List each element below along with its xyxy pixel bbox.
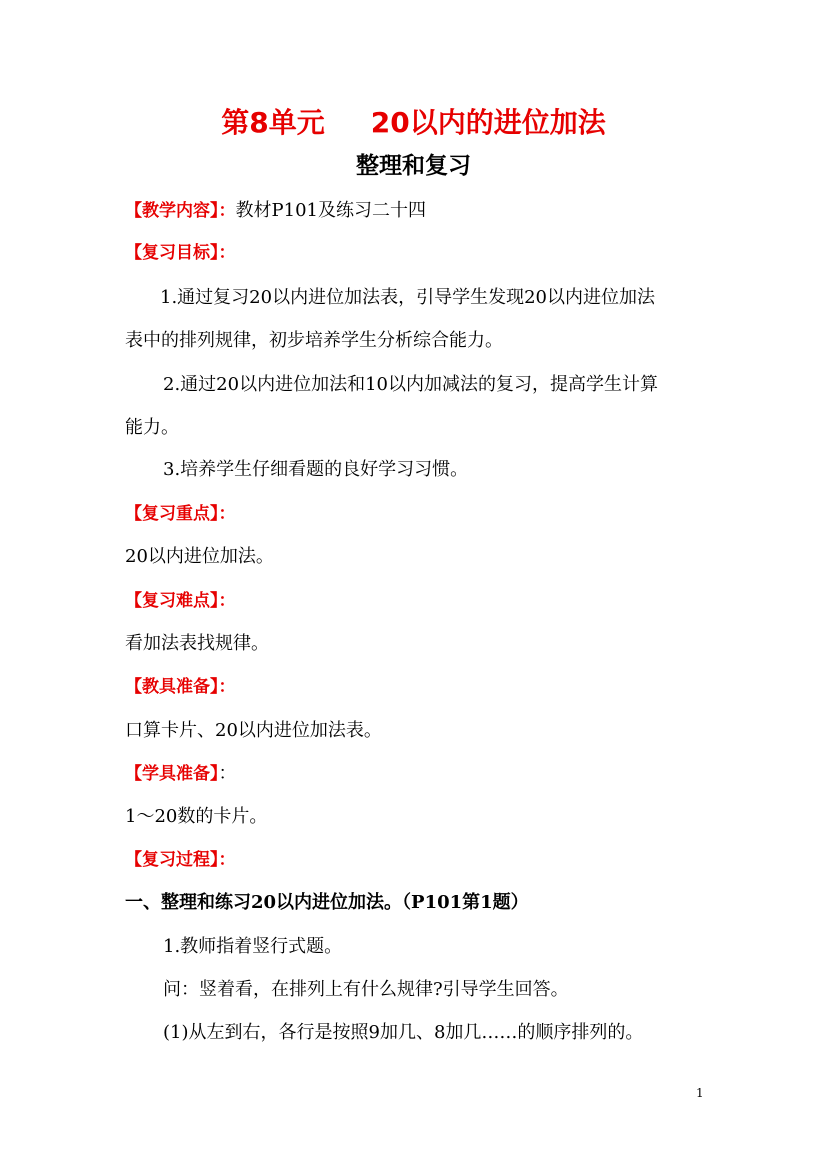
process-label: 【复习过程】： bbox=[125, 850, 236, 870]
key-text: 20以内进位加法。 bbox=[125, 546, 274, 567]
hard-label: 【复习难点】： bbox=[125, 591, 236, 611]
student-text: 1～20数的卡片。 bbox=[125, 806, 268, 827]
answer1-text: (1)从左到右，各行是按照9加几、8加几……的顺序排列的。 bbox=[163, 1022, 644, 1043]
page-number: 1 bbox=[696, 1086, 704, 1100]
title-topic: 20以内的进位加法 bbox=[370, 106, 606, 139]
page-title bbox=[0, 103, 827, 143]
goal1-line2: 表中的排列规律，初步培养学生分析综合能力。 bbox=[125, 330, 503, 351]
question-text: 问：竖着看，在排列上有什么规律?引导学生回答。 bbox=[163, 979, 569, 1000]
goal2-line2: 能力。 bbox=[125, 417, 179, 438]
section1-heading: 一、整理和练习20以内进位加法。（P101第1题） bbox=[125, 892, 529, 913]
content-row bbox=[125, 199, 426, 223]
goal3-line: 3.培养学生仔细看题的良好学习习惯。 bbox=[163, 459, 469, 480]
goal-label: 【复习目标】： bbox=[125, 243, 236, 263]
content-label: 【教学内容】： bbox=[125, 201, 236, 221]
tool-label: 【教具准备】： bbox=[125, 677, 236, 697]
content-text: 教材P101及练习二十四 bbox=[235, 200, 426, 221]
student-colon: ： bbox=[218, 763, 237, 784]
key-label: 【复习重点】： bbox=[125, 504, 236, 524]
hard-text: 看加法表找规律。 bbox=[125, 633, 269, 654]
goal1-line1: 1.通过复习20以内进位加法表，引导学生发现20以内进位加法 bbox=[160, 287, 655, 308]
student-label: 【学具准备】 bbox=[125, 764, 219, 784]
step1-text: 1.教师指着竖行式题。 bbox=[163, 936, 343, 957]
goal2-line1: 2.通过20以内进位加法和10以内加减法的复习，提高学生计算 bbox=[163, 374, 658, 395]
page-subtitle: 整理和复习 bbox=[356, 153, 471, 179]
tool-text: 口算卡片、20以内进位加法表。 bbox=[125, 720, 382, 741]
student-row bbox=[125, 762, 237, 786]
title-unit: 第8单元 bbox=[221, 106, 325, 139]
